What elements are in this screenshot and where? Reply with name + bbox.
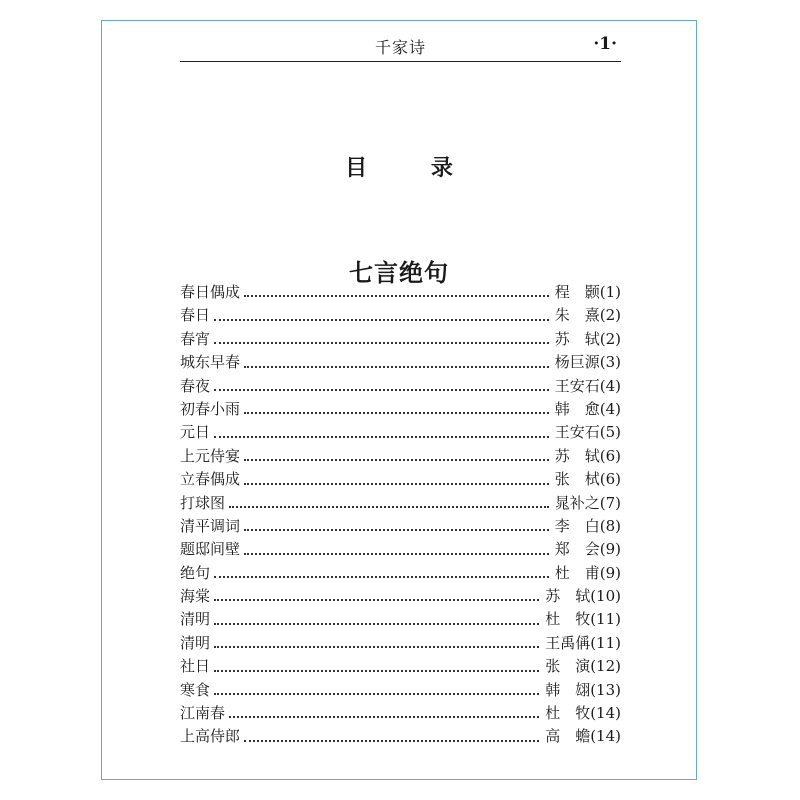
toc-leader-dots	[244, 365, 549, 368]
toc-page-ref: (4)	[599, 399, 621, 418]
toc-page-ref: (6)	[599, 446, 621, 465]
toc-leader-dots	[244, 458, 549, 461]
toc-author: 韩 翃	[545, 680, 591, 699]
page-header	[180, 31, 621, 62]
toc-author: 郑 会	[554, 540, 600, 559]
toc-entry	[180, 632, 621, 655]
toc-leader-dots	[244, 739, 539, 742]
toc-entry	[180, 281, 621, 304]
toc-page-ref: (8)	[599, 516, 621, 535]
toc-poem-title: 上元侍宴	[180, 446, 241, 465]
toc-poem-title: 春夜	[180, 376, 211, 395]
toc-entry	[180, 421, 621, 444]
toc-author: 杜 甫	[554, 563, 600, 582]
toc-poem-title: 春日偶成	[180, 282, 241, 301]
toc-entry	[180, 398, 621, 421]
toc-author: 张 栻	[554, 470, 600, 489]
toc-leader-dots	[214, 622, 539, 625]
toc-poem-title: 城东早春	[180, 353, 241, 372]
toc-entry	[180, 655, 621, 678]
toc-page-ref: (12)	[590, 657, 621, 676]
toc-entry	[180, 538, 621, 561]
book-page	[101, 20, 697, 780]
toc-page-ref: (3)	[599, 353, 621, 372]
toc-page-ref: (9)	[599, 540, 621, 559]
toc-page-ref: (2)	[599, 329, 621, 348]
toc-poem-title: 打球图	[180, 493, 226, 512]
toc-poem-title: 清明	[180, 633, 211, 652]
toc-entry	[180, 468, 621, 491]
toc-leader-dots	[214, 598, 539, 601]
toc-page-ref: (14)	[590, 704, 621, 723]
toc-author: 王禹偁	[545, 633, 591, 652]
toc-page-ref: (11)	[590, 633, 621, 652]
toc-leader-dots	[214, 645, 539, 648]
toc-poem-title: 立春偶成	[180, 470, 241, 489]
toc-entry	[180, 304, 621, 327]
toc-leader-dots	[244, 411, 549, 414]
toc-entry	[180, 445, 621, 468]
toc-page-ref: (10)	[590, 587, 621, 606]
toc-heading: 目 录	[345, 155, 481, 181]
toc-author: 杜 牧	[545, 704, 591, 723]
toc-poem-title: 上高侍郎	[180, 727, 241, 746]
toc-author: 高 蟾	[545, 727, 591, 746]
toc-entry	[180, 702, 621, 725]
toc-author: 朱 熹	[554, 306, 600, 325]
toc-leader-dots	[214, 318, 549, 321]
toc-poem-title: 春宵	[180, 329, 211, 348]
toc-author: 苏 轼	[554, 329, 600, 348]
toc-leader-dots	[214, 435, 549, 438]
toc-page-ref: (14)	[590, 727, 621, 746]
toc-author: 晁补之	[554, 493, 600, 512]
toc-page-ref: (7)	[599, 493, 621, 512]
toc-leader-dots	[214, 669, 539, 672]
toc-poem-title: 社日	[180, 657, 211, 676]
toc-leader-dots	[214, 692, 539, 695]
toc-author: 苏 轼	[554, 446, 600, 465]
running-title: 千家诗	[374, 38, 426, 57]
toc-leader-dots	[214, 341, 549, 344]
toc-entry	[180, 608, 621, 631]
toc-poem-title: 海棠	[180, 587, 211, 606]
toc-poem-title: 清明	[180, 610, 211, 629]
toc-entry	[180, 328, 621, 351]
section-heading: 七言绝句	[349, 258, 449, 287]
toc-leader-dots	[229, 715, 539, 718]
toc-leader-dots	[244, 552, 549, 555]
toc-page-ref: (1)	[599, 282, 621, 301]
toc-author: 张 演	[545, 657, 591, 676]
toc-author: 程 颢	[554, 282, 600, 301]
toc-page-ref: (4)	[599, 376, 621, 395]
toc-author: 王安石	[554, 423, 600, 442]
toc-author: 王安石	[554, 376, 600, 395]
toc-author: 杜 牧	[545, 610, 591, 629]
toc-poem-title: 元日	[180, 423, 211, 442]
toc-poem-title: 题邸间壁	[180, 540, 241, 559]
toc-leader-dots	[244, 528, 549, 531]
toc-poem-title: 绝句	[180, 563, 211, 582]
toc-poem-title: 寒食	[180, 680, 211, 699]
toc-entry	[180, 585, 621, 608]
toc-entry	[180, 515, 621, 538]
toc-entry	[180, 562, 621, 585]
toc-entry	[180, 492, 621, 515]
toc-leader-dots	[214, 575, 549, 578]
toc-author: 韩 愈	[554, 399, 600, 418]
toc-page-ref: (5)	[599, 423, 621, 442]
toc-author: 苏 轼	[545, 587, 591, 606]
toc-page-ref: (6)	[599, 470, 621, 489]
toc-leader-dots	[244, 482, 549, 485]
toc-page-ref: (11)	[590, 610, 621, 629]
toc-page-ref: (9)	[599, 563, 621, 582]
toc-page-ref: (2)	[599, 306, 621, 325]
toc-poem-title: 初春小雨	[180, 399, 241, 418]
toc-entry	[180, 725, 621, 748]
toc-leader-dots	[229, 505, 549, 508]
toc-entry	[180, 679, 621, 702]
toc-entry	[180, 375, 621, 398]
toc-poem-title: 春日	[180, 306, 211, 325]
toc-author: 杨巨源	[554, 353, 600, 372]
toc-poem-title: 江南春	[180, 704, 226, 723]
page-number: ·1·	[593, 34, 617, 54]
toc-entry	[180, 351, 621, 374]
toc-list	[180, 281, 621, 749]
toc-leader-dots	[244, 294, 549, 297]
toc-leader-dots	[214, 388, 549, 391]
toc-poem-title: 清平调词	[180, 516, 241, 535]
toc-author: 李 白	[554, 516, 600, 535]
toc-page-ref: (13)	[590, 680, 621, 699]
